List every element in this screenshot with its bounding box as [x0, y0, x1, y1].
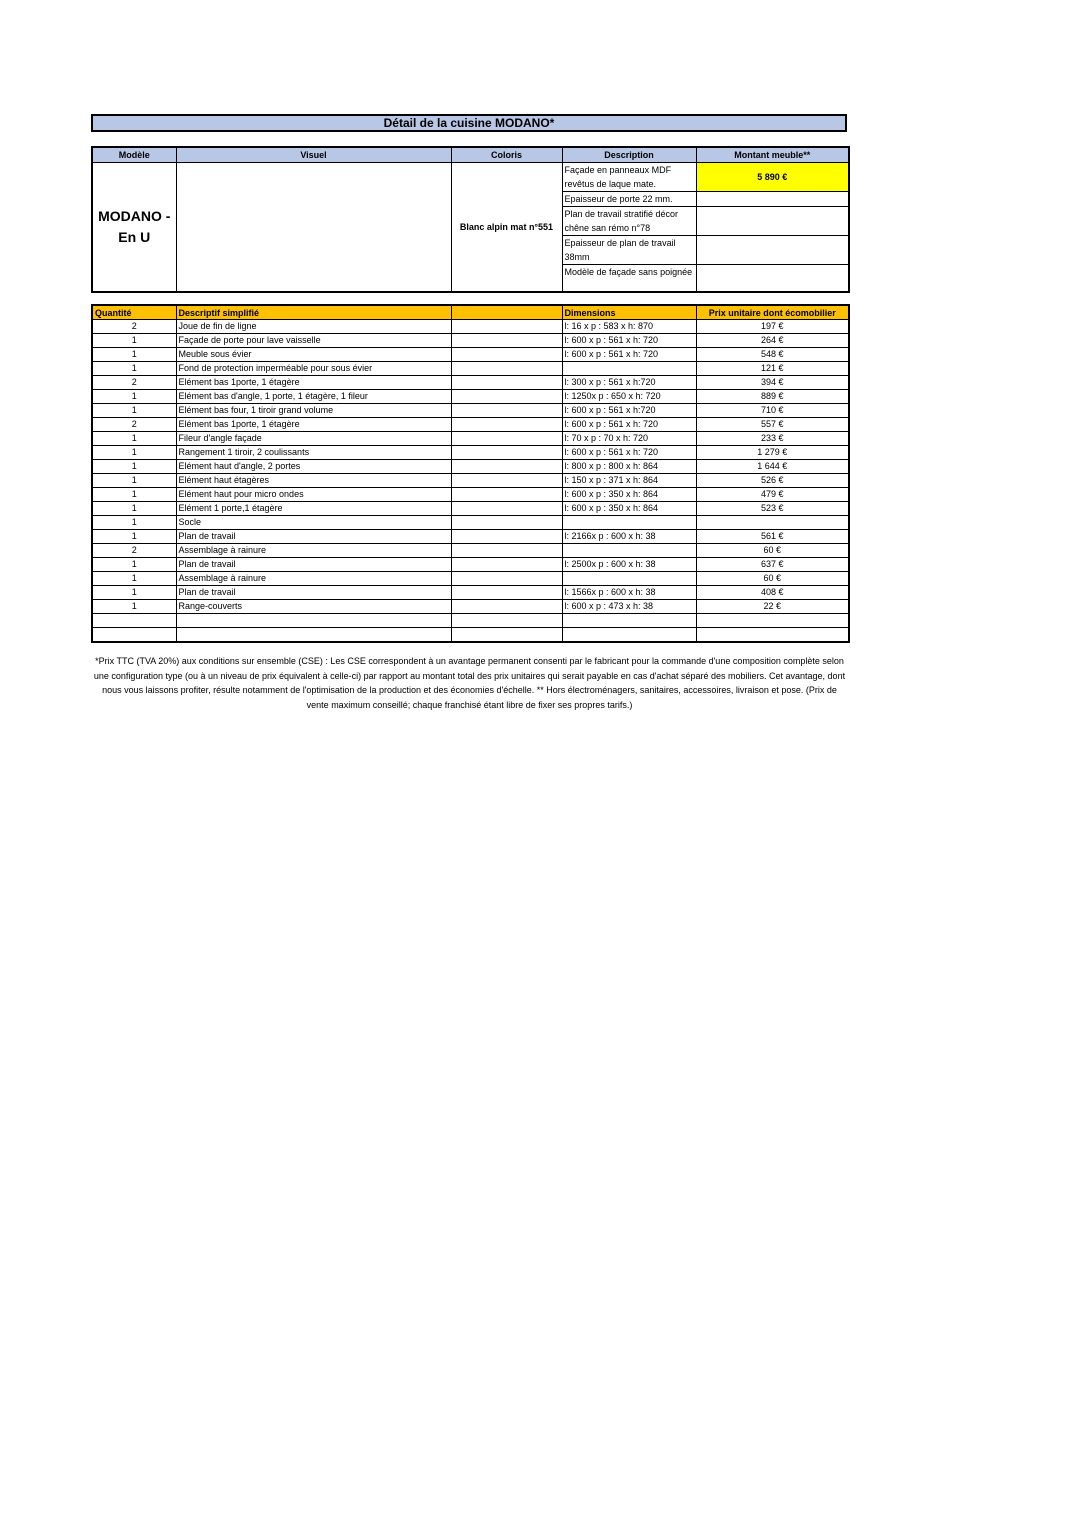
- cell-quantity: 1: [92, 502, 176, 516]
- cell-description: Range-couverts: [176, 600, 451, 614]
- cell-blank: [451, 572, 562, 586]
- cell-blank: [451, 432, 562, 446]
- cell-price: 408 €: [696, 586, 849, 600]
- cell-blank: [451, 376, 562, 390]
- cell-description: Socle: [176, 516, 451, 530]
- header-coloris: Coloris: [451, 147, 562, 163]
- cell-price: 1 279 €: [696, 446, 849, 460]
- cell-dimensions: l: 600 x p : 561 x h: 720: [562, 348, 696, 362]
- table-row: [92, 488, 849, 502]
- cell-description: Rangement 1 tiroir, 2 coulissants: [176, 446, 451, 460]
- cell-dimensions: l: 300 x p : 561 x h:720: [562, 376, 696, 390]
- table-row: [92, 446, 849, 460]
- cell-dimensions: [562, 544, 696, 558]
- cell-price: 479 €: [696, 488, 849, 502]
- header-descriptif: Descriptif simplifié: [176, 305, 451, 320]
- table-row: [92, 558, 849, 572]
- cell-price: 394 €: [696, 376, 849, 390]
- header-blank: [451, 305, 562, 320]
- cell-price: 1 644 €: [696, 460, 849, 474]
- table-row: [92, 502, 849, 516]
- header-dimensions: Dimensions: [562, 305, 696, 320]
- cell-description: Elément bas four, 1 tiroir grand volume: [176, 404, 451, 418]
- total-price: 5 890 €: [696, 163, 849, 192]
- description-line: Façade en panneaux MDF revêtus de laque mate.: [562, 163, 696, 192]
- cell-dimensions: l: 600 x p : 350 x h: 864: [562, 502, 696, 516]
- cell-price: 710 €: [696, 404, 849, 418]
- cell-quantity: 1: [92, 488, 176, 502]
- footnote: *Prix TTC (TVA 20%) aux conditions sur ensemble (CSE) : Les CSE correspondent à un avantage permanent consenti par le fabricant pour la commande d'une composition complète selon une configuration type (ou à un niveau de prix équivalent à celle-ci) par rapport au montant total des prix unitaires qui serait payable en cas d'achat séparé des mobiliers. Cet avantage, dont nous vous laissons profiter, résulte notamment de l'optimisation de la production et des économies d'échelle. ** Hors électroménagers, sanitaires, accessoires, livraison et pose. (Prix de vente maximum conseillé; chaque franchisé étant libre de fixer ses propres tarifs.): [93, 656, 846, 710]
- cell-dimensions: [562, 362, 696, 376]
- cell-quantity: 1: [92, 362, 176, 376]
- cell-quantity: 1: [92, 446, 176, 460]
- cell-price: 60 €: [696, 572, 849, 586]
- cell-blank: [451, 600, 562, 614]
- cell-dimensions: l: 600 x p : 350 x h: 864: [562, 488, 696, 502]
- items-table: [91, 304, 850, 643]
- cell-description: Meuble sous évier: [176, 348, 451, 362]
- cell-blank: [451, 418, 562, 432]
- cell-price: 561 €: [696, 530, 849, 544]
- cell-description: Elément haut étagères: [176, 474, 451, 488]
- cell-quantity: 1: [92, 432, 176, 446]
- cell-price: [696, 628, 849, 643]
- cell-quantity: 1: [92, 334, 176, 348]
- header-visuel: Visuel: [176, 147, 451, 163]
- description-line: Epaisseur de porte 22 mm.: [562, 192, 696, 207]
- header-description: Description: [562, 147, 696, 163]
- cell-price: 889 €: [696, 390, 849, 404]
- cell-blank: [451, 586, 562, 600]
- cell-price: 526 €: [696, 474, 849, 488]
- cell-dimensions: l: 600 x p : 561 x h: 720: [562, 334, 696, 348]
- table-row: [92, 516, 849, 530]
- cell-quantity: 2: [92, 320, 176, 334]
- table-row: [92, 586, 849, 600]
- cell-dimensions: [562, 572, 696, 586]
- cell-dimensions: l: 1566x p : 600 x h: 38: [562, 586, 696, 600]
- cell-dimensions: [562, 614, 696, 628]
- cell-quantity: 2: [92, 376, 176, 390]
- coloris-value: Blanc alpin mat n°551: [451, 163, 562, 293]
- cell-blank: [451, 628, 562, 643]
- table-row: [92, 600, 849, 614]
- cell-description: Elément bas 1porte, 1 étagère: [176, 418, 451, 432]
- cell-blank: [451, 488, 562, 502]
- cell-description: Assemblage à rainure: [176, 544, 451, 558]
- table-row: [92, 376, 849, 390]
- table-row: [92, 390, 849, 404]
- cell-blank: [451, 530, 562, 544]
- cell-blank: [451, 544, 562, 558]
- cell-price: 557 €: [696, 418, 849, 432]
- cell-price: 197 €: [696, 320, 849, 334]
- model-table-header: [92, 147, 849, 163]
- cell-blank: [451, 348, 562, 362]
- table-row: [92, 418, 849, 432]
- cell-description: Façade de porte pour lave vaisselle: [176, 334, 451, 348]
- table-row: [92, 432, 849, 446]
- cell-description: Joue de fin de ligne: [176, 320, 451, 334]
- cell-blank: [451, 446, 562, 460]
- table-row: [92, 320, 849, 334]
- table-row: [92, 404, 849, 418]
- cell-price: [696, 614, 849, 628]
- cell-description: Elément 1 porte,1 étagère: [176, 502, 451, 516]
- cell-dimensions: l: 2500x p : 600 x h: 38: [562, 558, 696, 572]
- cell-dimensions: l: 70 x p : 70 x h: 720: [562, 432, 696, 446]
- cell-price: 264 €: [696, 334, 849, 348]
- cell-quantity: 1: [92, 572, 176, 586]
- cell-blank: [451, 614, 562, 628]
- cell-price: 637 €: [696, 558, 849, 572]
- cell-quantity: 1: [92, 404, 176, 418]
- cell-description: Fond de protection imperméable pour sous évier: [176, 362, 451, 376]
- cell-quantity: 1: [92, 558, 176, 572]
- empty-cell: [696, 207, 849, 236]
- header-quantite: Quantité: [92, 305, 176, 320]
- cell-dimensions: l: 1250x p : 650 x h: 720: [562, 390, 696, 404]
- header-modele: Modèle: [92, 147, 176, 163]
- cell-blank: [451, 390, 562, 404]
- cell-price: 60 €: [696, 544, 849, 558]
- cell-blank: [451, 404, 562, 418]
- cell-quantity: 1: [92, 600, 176, 614]
- cell-description: Elément bas d'angle, 1 porte, 1 étagère, 1 fileur: [176, 390, 451, 404]
- cell-description: Plan de travail: [176, 530, 451, 544]
- table-row: [92, 544, 849, 558]
- cell-description: Elément bas 1porte, 1 étagère: [176, 376, 451, 390]
- empty-cell: [696, 236, 849, 265]
- cell-price: 121 €: [696, 362, 849, 376]
- cell-blank: [451, 460, 562, 474]
- cell-price: 233 €: [696, 432, 849, 446]
- cell-quantity: [92, 628, 176, 643]
- cell-quantity: 1: [92, 474, 176, 488]
- cell-dimensions: l: 150 x p : 371 x h: 864: [562, 474, 696, 488]
- table-row: [92, 362, 849, 376]
- visual-cell: [176, 163, 451, 293]
- cell-quantity: 2: [92, 418, 176, 432]
- header-montant: Montant meuble**: [696, 147, 849, 163]
- table-row: [92, 572, 849, 586]
- cell-blank: [451, 502, 562, 516]
- table-row: [92, 348, 849, 362]
- cell-price: 22 €: [696, 600, 849, 614]
- cell-blank: [451, 474, 562, 488]
- cell-quantity: 2: [92, 544, 176, 558]
- description-line: Modèle de façade sans poignée: [562, 265, 696, 293]
- empty-cell: [696, 265, 849, 293]
- cell-description: [176, 614, 451, 628]
- cell-quantity: 1: [92, 390, 176, 404]
- cell-description: Plan de travail: [176, 558, 451, 572]
- cell-blank: [451, 558, 562, 572]
- cell-dimensions: l: 800 x p : 800 x h: 864: [562, 460, 696, 474]
- page-title: Détail de la cuisine MODANO*: [91, 114, 847, 132]
- cell-dimensions: l: 600 x p : 561 x h: 720: [562, 418, 696, 432]
- cell-description: Assemblage à rainure: [176, 572, 451, 586]
- empty-cell: [696, 192, 849, 207]
- cell-dimensions: l: 2166x p : 600 x h: 38: [562, 530, 696, 544]
- cell-dimensions: l: 600 x p : 473 x h: 38: [562, 600, 696, 614]
- model-name: MODANO - En U: [92, 163, 176, 293]
- cell-blank: [451, 362, 562, 376]
- cell-description: Elément haut pour micro ondes: [176, 488, 451, 502]
- description-line: Epaisseur de plan de travail 38mm: [562, 236, 696, 265]
- cell-description: [176, 628, 451, 643]
- cell-quantity: 1: [92, 530, 176, 544]
- cell-price: [696, 516, 849, 530]
- table-row: [92, 530, 849, 544]
- cell-quantity: [92, 614, 176, 628]
- cell-quantity: 1: [92, 586, 176, 600]
- table-row: [92, 628, 849, 643]
- table-row: [92, 460, 849, 474]
- cell-blank: [451, 516, 562, 530]
- header-prix-unitaire: Prix unitaire dont écomobilier: [696, 305, 849, 320]
- table-row: [92, 614, 849, 628]
- cell-description: Elément haut d'angle, 2 portes: [176, 460, 451, 474]
- cell-price: 523 €: [696, 502, 849, 516]
- cell-dimensions: l: 16 x p : 583 x h: 870: [562, 320, 696, 334]
- cell-description: Plan de travail: [176, 586, 451, 600]
- description-line: Plan de travail stratifié décor chêne san rémo n°78: [562, 207, 696, 236]
- cell-dimensions: [562, 628, 696, 643]
- cell-dimensions: l: 600 x p : 561 x h: 720: [562, 446, 696, 460]
- cell-dimensions: l: 600 x p : 561 x h:720: [562, 404, 696, 418]
- cell-quantity: 1: [92, 460, 176, 474]
- table-row: [92, 474, 849, 488]
- cell-price: 548 €: [696, 348, 849, 362]
- cell-quantity: 1: [92, 516, 176, 530]
- cell-description: Fileur d'angle façade: [176, 432, 451, 446]
- cell-dimensions: [562, 516, 696, 530]
- table-row: [92, 334, 849, 348]
- cell-quantity: 1: [92, 348, 176, 362]
- model-summary-table: [91, 146, 850, 293]
- items-table-header: [92, 305, 849, 320]
- cell-blank: [451, 334, 562, 348]
- cell-blank: [451, 320, 562, 334]
